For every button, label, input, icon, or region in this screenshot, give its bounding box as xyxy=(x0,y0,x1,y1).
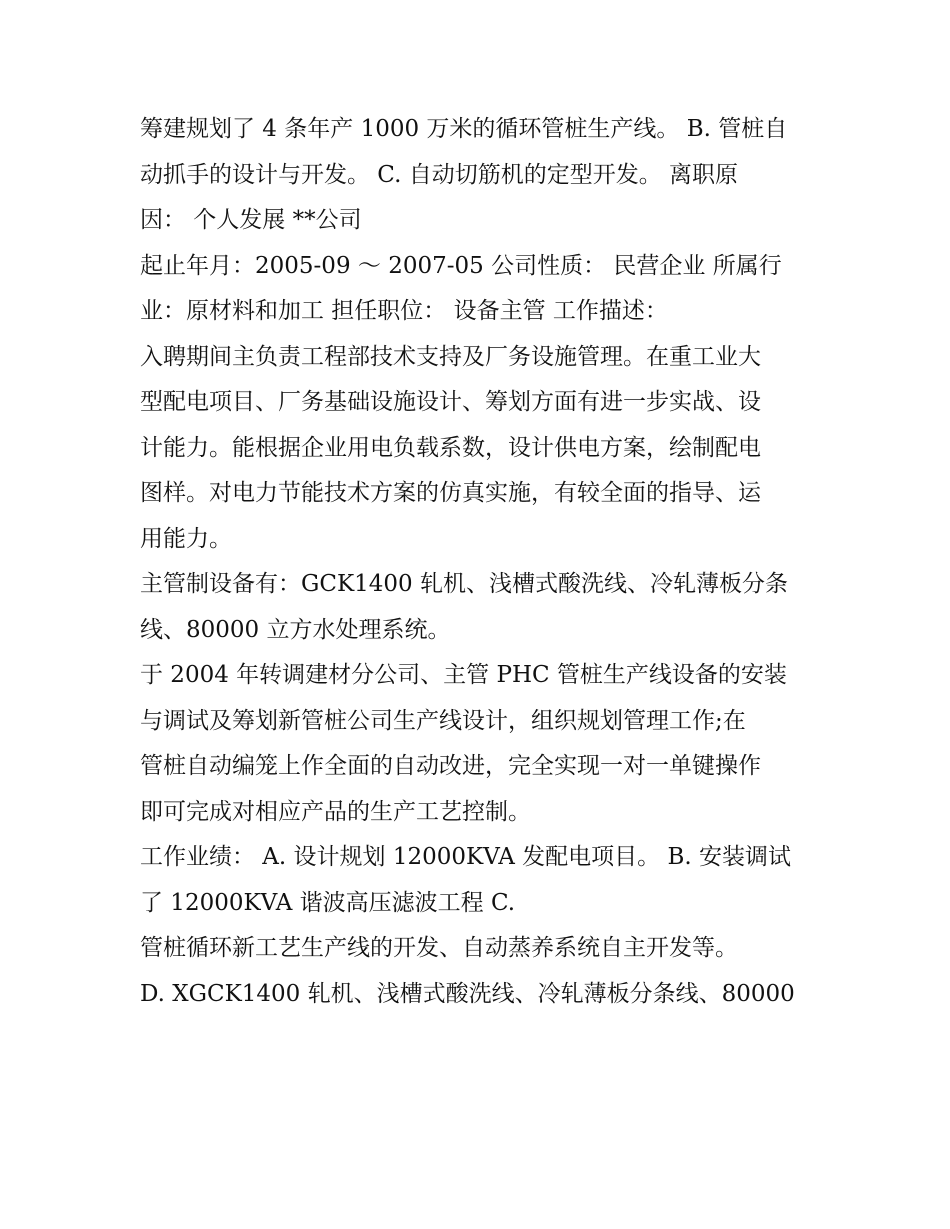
text-line: 因： 个人发展 **公司 xyxy=(140,207,362,233)
text-line: 于 2004 年转调建材分公司、主管 PHC 管桩生产线设备的安装 xyxy=(140,662,787,688)
text-line: 管桩自动编笼上作全面的自动改进，完全实现一对一单键操作 xyxy=(140,753,761,779)
text-line: 工作业绩： A. 设计规划 12000KVA 发配电项目。 B. 安装调试 xyxy=(140,844,792,870)
text-line: 动抓手的设计与开发。 C. 自动切筋机的定型开发。 离职原 xyxy=(140,161,739,188)
text-line: 管桩循环新工艺生产线的开发、自动蒸养系统自主开发等。 xyxy=(140,935,738,961)
text-line: 起止年月：2005-09 ～ 2007-05 公司性质： 民营企业 所属行 xyxy=(140,252,782,279)
text-line: 入聘期间主负责工程部技术支持及厂务设施管理。在重工业大 xyxy=(140,343,761,370)
text-line: 与调试及筹划新管桩公司生产线设计，组织规划管理工作;在 xyxy=(140,707,746,734)
text-line: 筹建规划了 4 条年产 1000 万米的循环管桩生产线。 B. 管桩自 xyxy=(140,116,788,142)
text-line: 用能力。 xyxy=(140,525,232,552)
text-line: 即可完成对相应产品的生产工艺控制。 xyxy=(140,798,531,825)
text-line: 图样。对电力节能技术方案的仿真实施，有较全面的指导、运 xyxy=(140,480,761,506)
text-line: 型配电项目、厂务基础设施设计、筹划方面有进一步实战、设 xyxy=(140,389,761,415)
text-line: D. XGCK1400 轧机、浅槽式酸洗线、冷轧薄板分条线、80000 xyxy=(140,980,795,1007)
text-line: 主管制设备有：GCK1400 轧机、浅槽式酸洗线、冷轧薄板分条 xyxy=(140,571,788,597)
document-body xyxy=(140,107,820,1017)
text-line: 业：原材料和加工 担任职位： 设备主管 工作描述： xyxy=(140,298,668,324)
text-line: 计能力。能根据企业用电负载系数，设计供电方案，绘制配电 xyxy=(140,434,761,461)
text-line: 了 12000KVA 谐波高压滤波工程 C. xyxy=(140,889,516,916)
text-line: 线、80000 立方水处理系统。 xyxy=(140,616,451,643)
